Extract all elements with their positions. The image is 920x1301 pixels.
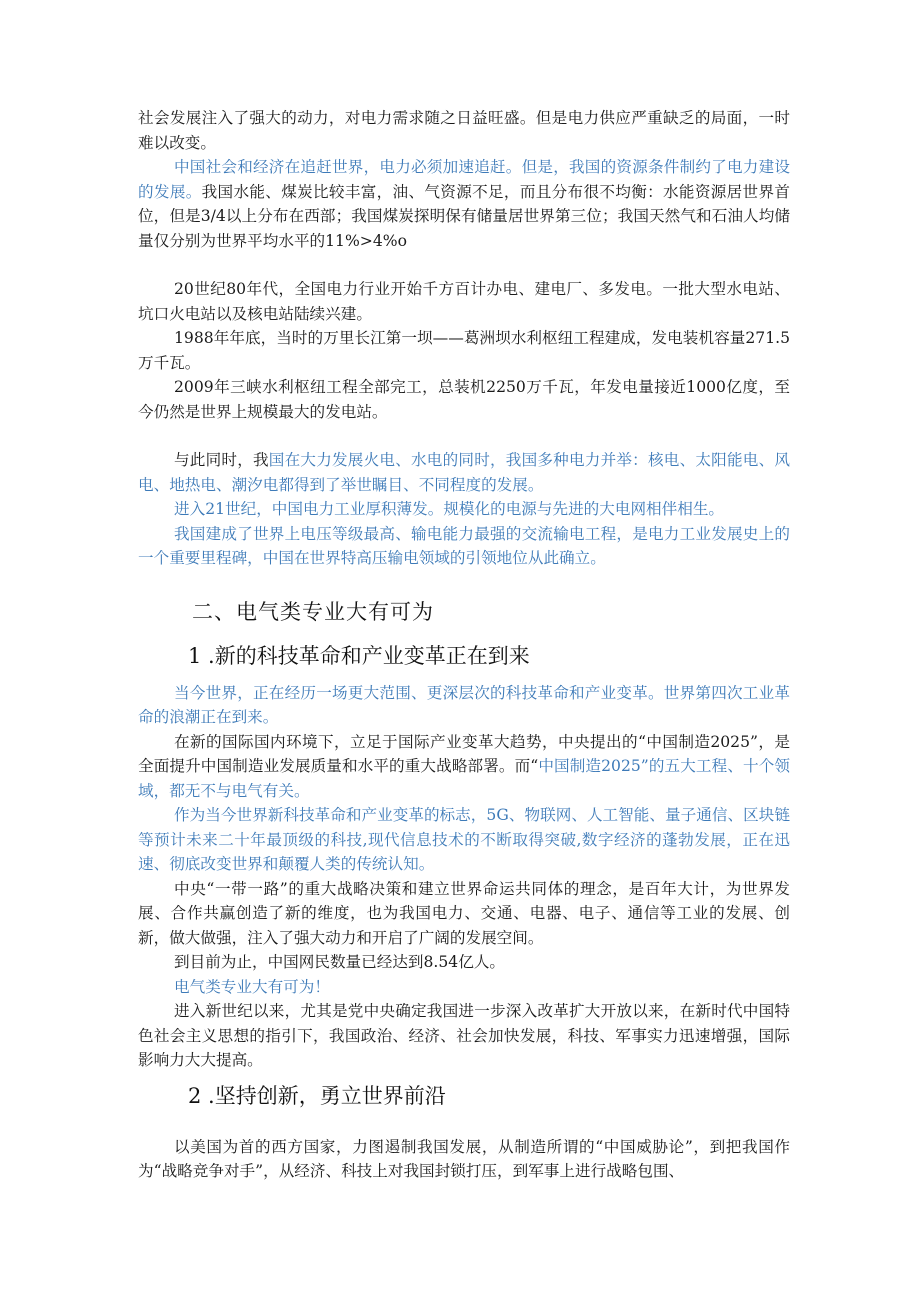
paragraph: [138, 155, 790, 253]
subsection-heading: 1 .新的科技革命和产业变革正在到来: [188, 643, 530, 668]
spacer: [138, 253, 790, 277]
section-heading: 二、电气类专业大有可为: [192, 599, 434, 624]
paragraph: 1988年年底，当时的万里长江第一坝——葛洲坝水利枢纽工程建成，发电装机容量271.5万千瓦。: [138, 329, 790, 372]
document-page: [138, 106, 790, 1184]
spacer: [138, 1111, 790, 1135]
highlighted-text: 中国制造2025”的五大工程、十个领域，都无不与电气有关。: [138, 757, 790, 800]
paragraph: 以美国为首的西方国家，力图遏制我国发展，从制造所谓的“中国威胁论”，到把我国作为“战略竞争对手”，从经济、科技上对我国封锁打压，到军事上进行战略包围、: [138, 1137, 790, 1180]
paragraph: 我国建成了世界上电压等级最高、输电能力最强的交流输电工程，是电力工业发展史上的一个重要里程碑，中国在世界特高压输电领域的引领地位从此确立。: [138, 524, 790, 567]
paragraph-text: 我国水能、煤炭比较丰富，油、气资源不足，而且分布很不均衡：水能资源居世界首位，但是3/4以上分布在西部；我国煤炭探明保有储量居世界第三位；我国天然气和石油人均储量仅分别为世界平均水平的11%>4%o: [138, 182, 790, 250]
highlighted-text: 国在大力发展火电、水电的同时，我国多种电力并举：核电、太阳能电、风电、地热电、潮汐电都得到了举世瞩目、不同程度的发展。: [138, 451, 790, 494]
paragraph: 电气类专业大有可为！: [174, 977, 330, 996]
paragraph: 20世纪80年代，全国电力行业开始千方百计办电、建电厂、多发电。一批大型水电站、坑口火电站以及核电站陆续兴建。: [138, 280, 790, 323]
paragraph: 作为当今世界新科技革命和产业变革的标志，5G、物联网、人工智能、量子通信、区块链等预计未来二十年最顶级的科技,现代信息技术的不断取得突破,数字经济的蓬勃发展，正在迅速、彻底改变世界和颠覆人类的传统认知。: [138, 806, 790, 873]
paragraph: 2009年三峡水利枢纽工程全部完工，总装机2250万千瓦，年发电量接近1000亿度，至今仍然是世界上规模最大的发电站。: [138, 378, 790, 421]
paragraph: 进入21世纪，中国电力工业厚积薄发。规模化的电源与先进的大电网相伴相生。: [174, 500, 725, 518]
paragraph: 当今世界，正在经历一场更大范围、更深层次的科技革命和产业变革。世界第四次工业革命的浪潮正在到来。: [138, 683, 790, 726]
subsection-heading: 2 .坚持创新，勇立世界前沿: [188, 1083, 446, 1108]
paragraph-text: 与此同时，我: [174, 451, 269, 469]
paragraph: 中央“一带一路”的重大战略决策和建立世界命运共同体的理念，是百年大计，为世界发展、合作共赢创造了新的维度，也为我国电力、交通、电器、电子、通信等工业的发展、创新，做大做强，注入了强大动力和开启了广阔的发展空间。: [138, 879, 790, 947]
paragraph: 社会发展注入了强大的动力，对电力需求随之日益旺盛。但是电力供应严重缺乏的局面，一时难以改变。: [138, 109, 790, 152]
spacer: [138, 424, 790, 448]
paragraph: [138, 730, 790, 804]
paragraph-text: 在新的国际国内环境下，立足于国际产业变革大趋势，中央提出的“中国制造2025”，是全面提升中国制造业发展质量和水平的重大战略部署。而“: [138, 732, 790, 775]
paragraph: [138, 448, 790, 497]
paragraph: 进入新世纪以来，尤其是党中央确定我国进一步深入改革扩大开放以来，在新时代中国特色社会主义思想的指引下，我国政治、经济、社会加快发展，科技、军事实力迅速增强，国际影响力大大提高。: [138, 1002, 790, 1069]
paragraph: 到目前为止，中国网民数量已经达到8.54亿人。: [174, 953, 506, 971]
highlighted-text: 中国社会和经济在追赶世界，电力必须加速追赶。但是，我国的资源条件制约了电力建设的发展。: [138, 158, 790, 201]
